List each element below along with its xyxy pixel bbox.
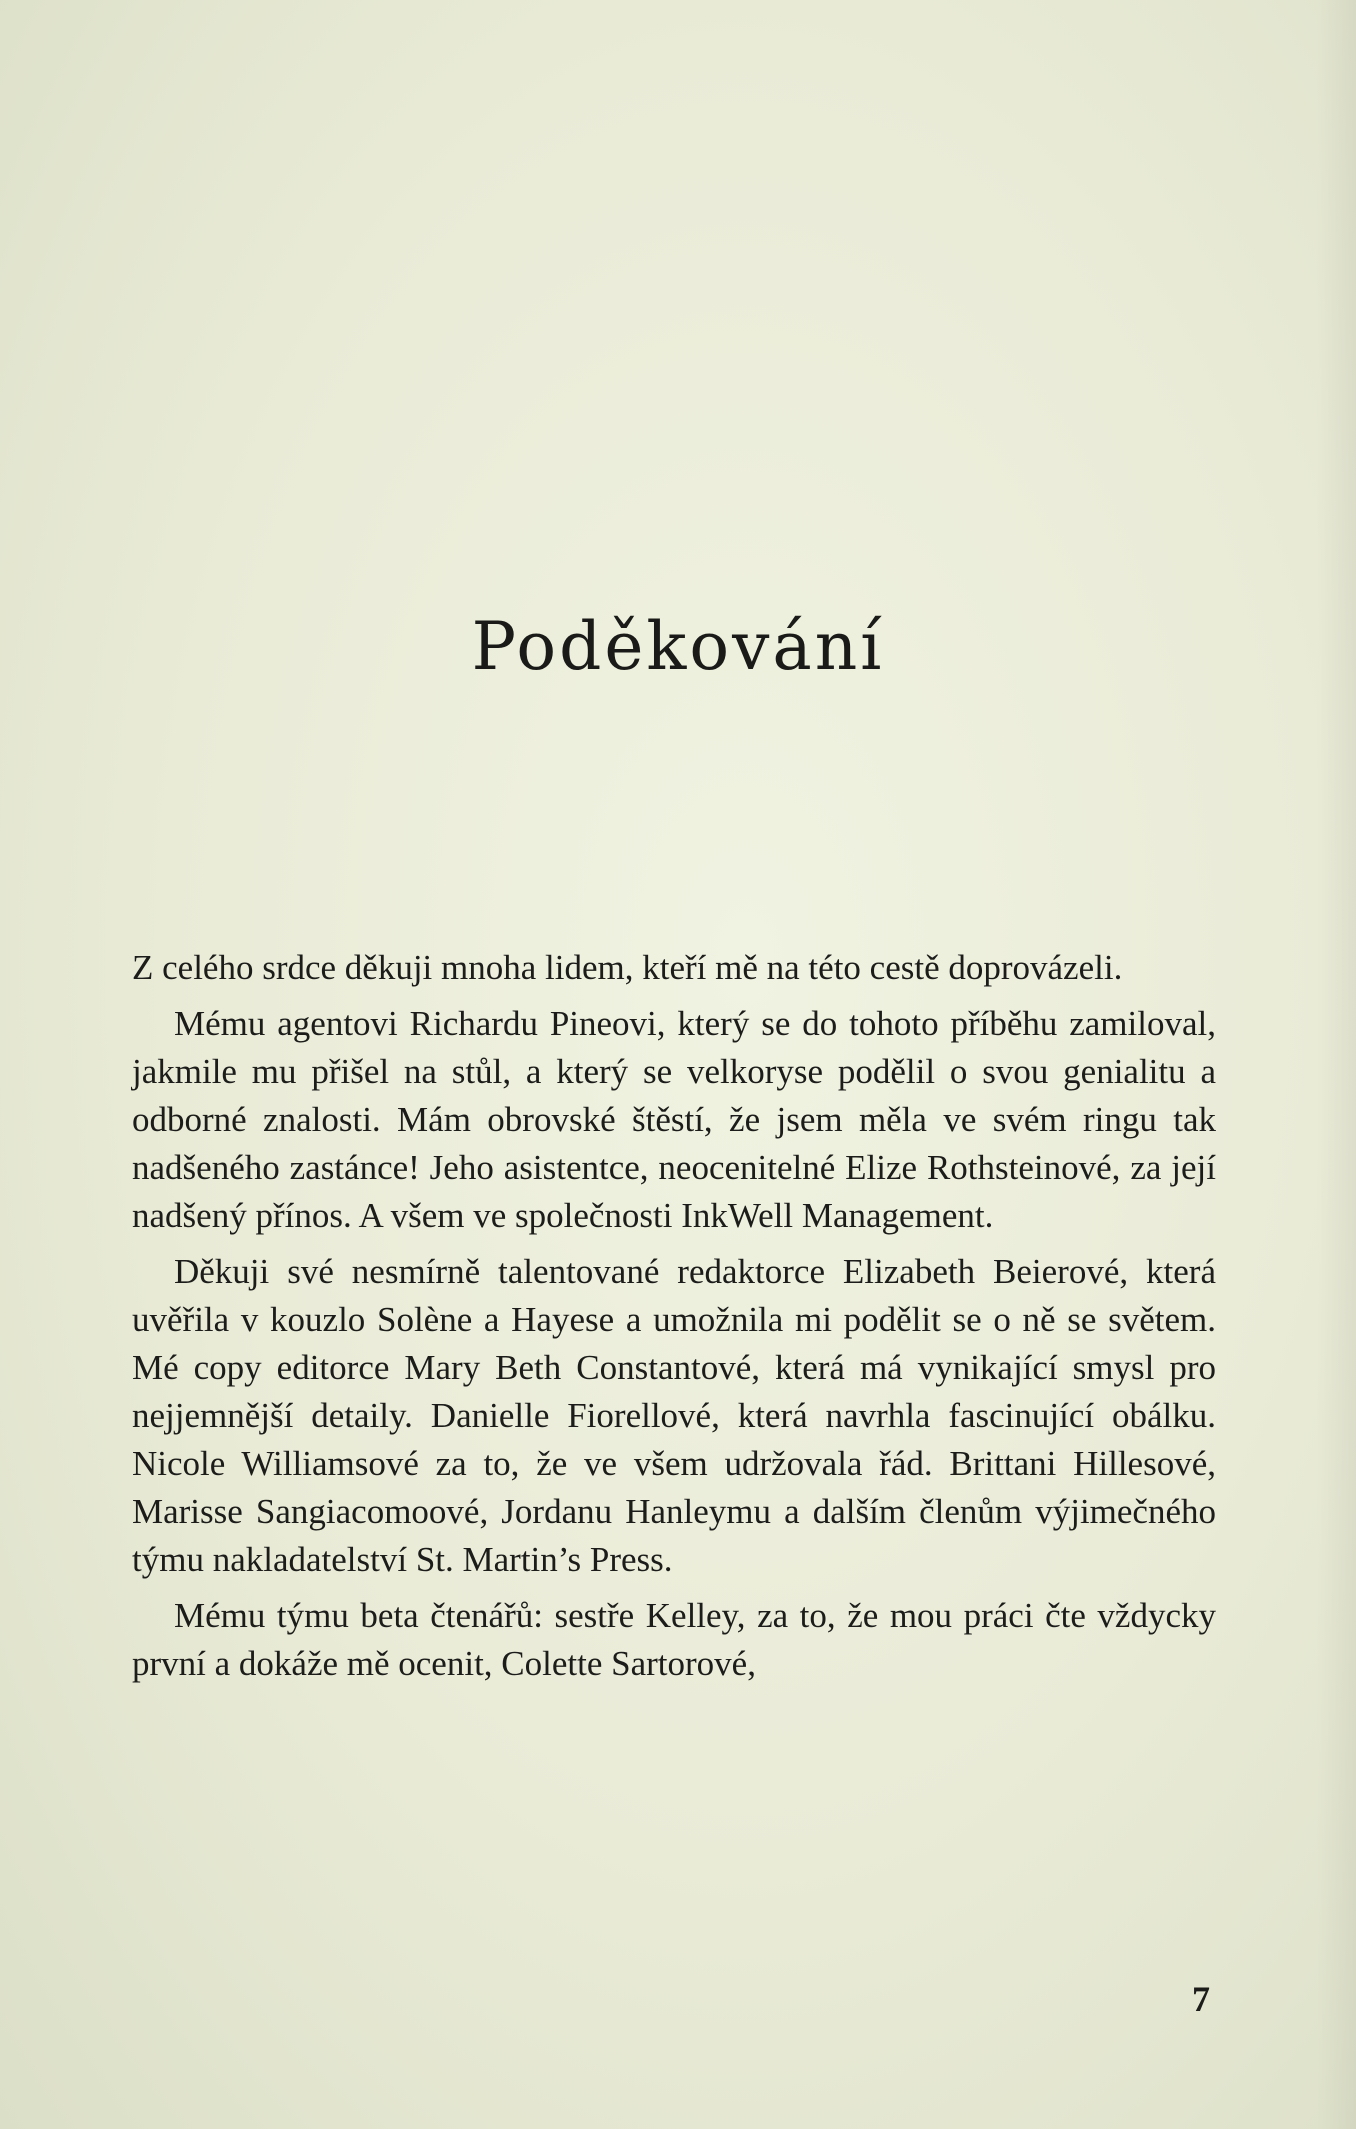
- body-text: [132, 944, 1216, 1696]
- paragraph-2: Mému agentovi Richardu Pineovi, který se do tohoto příběhu zamiloval, jakmile mu přišel na stůl, a který se velkoryse podělil o svou genialitu a odborné znalosti. Mám obrovské štěstí, že jsem měla ve svém ringu tak nadšeného zastánce! Jeho asistentce, neocenitelné Elize Rothsteinové, za její nadšený přínos. A všem ve společnosti InkWell Management.: [132, 1004, 1216, 1235]
- paragraph-4: Mému týmu beta čtenářů: sestře Kelley, za to, že mou práci čte vždycky první a dokáže mě ocenit, Colette Sartorové,: [132, 1596, 1216, 1683]
- paragraph-3: Děkuji své nesmírně talentované redaktorce Elizabeth Beierové, která uvěřila v kouzlo Solène a Hayese a umožnila mi podělit se o ně se světem. Mé copy editorce Mary Beth Constantové, která má vynikající smysl pro nejjemnější detaily. Danielle Fiorellové, která navrhla fascinující obálku. Nicole Williamsové za to, že ve všem udržovala řád. Brittani Hillesové, Marisse Sangiacomoové, Jordanu Hanleymu a dalším členům výjimečného týmu nakladatelství St. Martin’s Press.: [132, 1252, 1216, 1579]
- paragraph-1: Z celého srdce děkuji mnoha lidem, kteří mě na této cestě doprovázeli.: [132, 948, 1123, 987]
- page-edge-shadow: [1316, 0, 1356, 2129]
- page-number: 7: [1192, 1979, 1210, 2019]
- show-through-text: [140, 140, 1220, 840]
- chapter-title: Poděkování: [471, 608, 885, 685]
